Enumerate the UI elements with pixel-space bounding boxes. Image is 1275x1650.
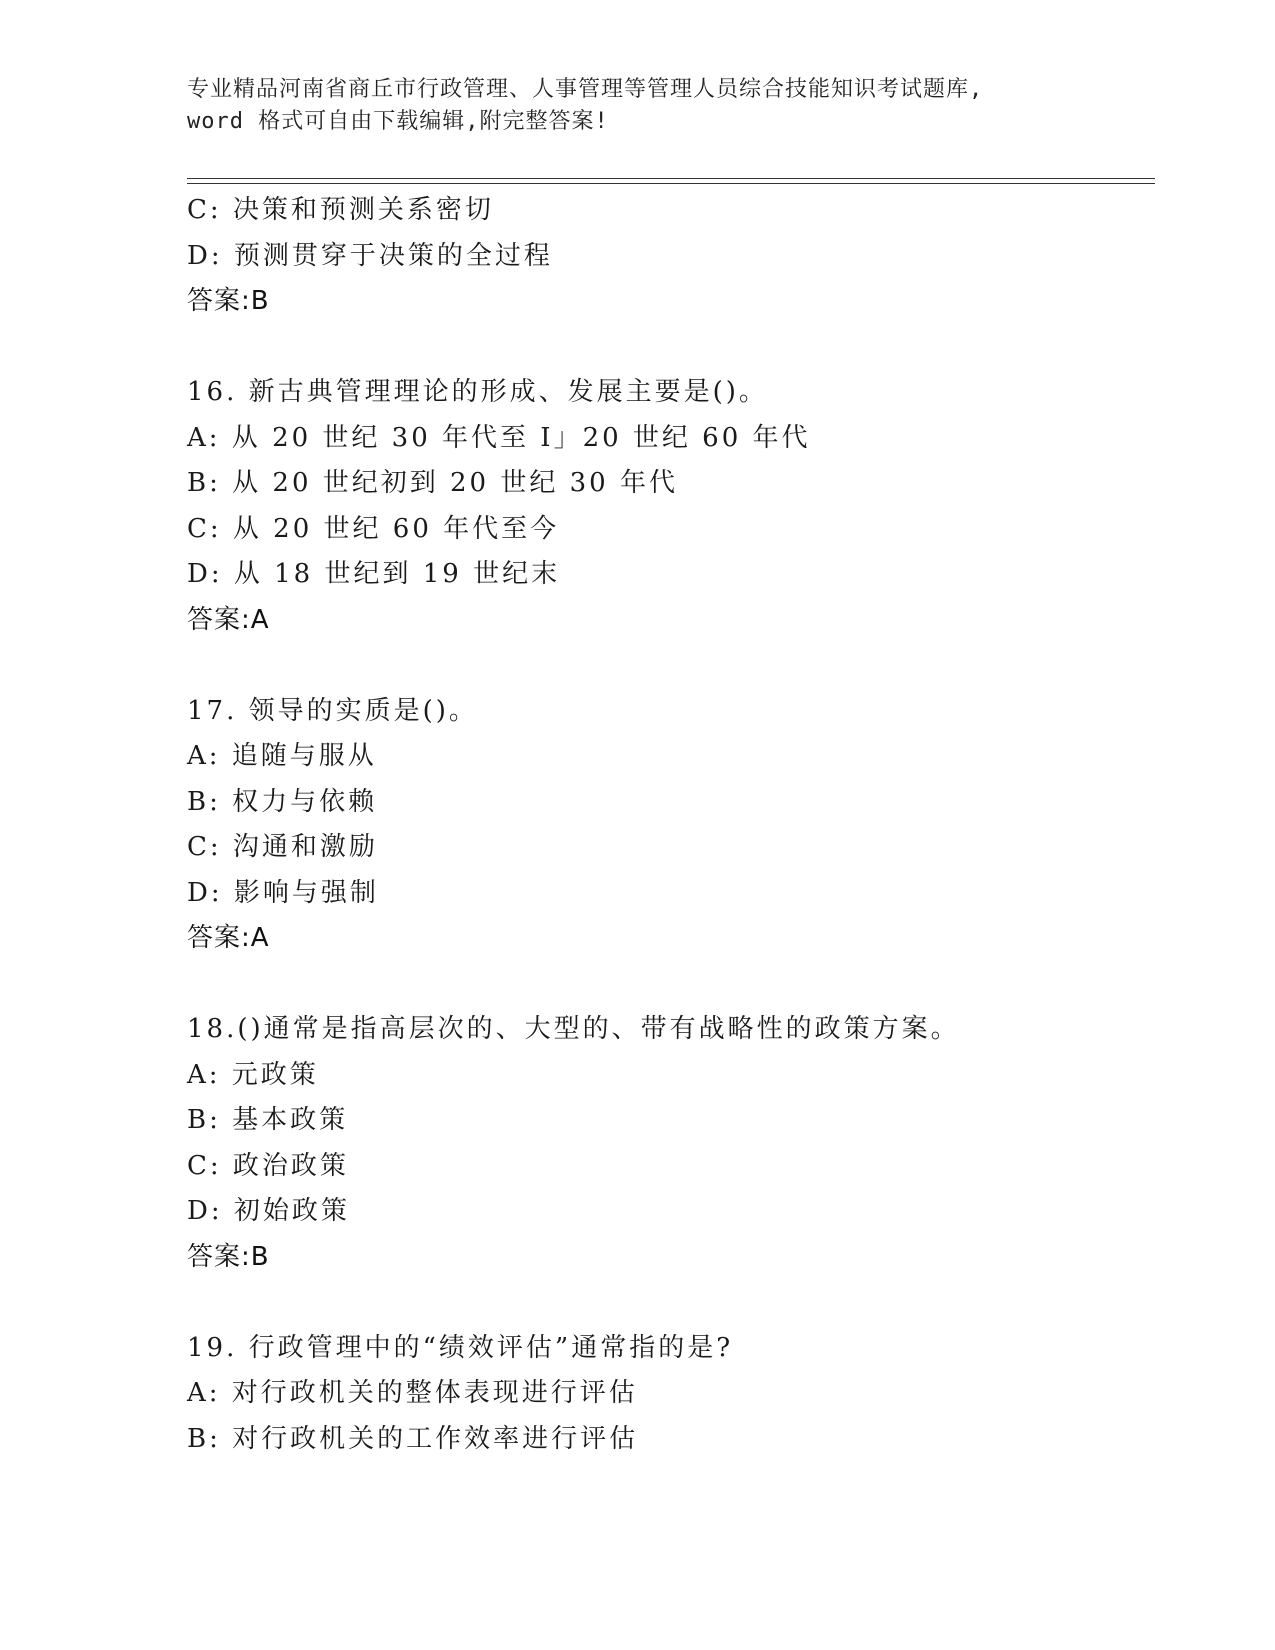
answer-option: D: 从 18 世纪到 19 世纪末 (187, 559, 561, 589)
answer-line: 答案:A (187, 923, 270, 953)
question-stem: 19. 行政管理中的“绩效评估”通常指的是? (187, 1332, 734, 1363)
answer-option: B: 权力与依赖 (187, 786, 378, 817)
answer-option: A: 从 20 世纪 30 年代至 I」20 世纪 60 年代 (187, 422, 811, 453)
answer-option: B: 对行政机关的工作效率进行评估 (187, 1423, 639, 1454)
spacer (187, 962, 1155, 1008)
question-stem: 17. 领导的实质是()。 (187, 695, 478, 726)
header-line-2: word 格式可自由下载编辑,附完整答案! (187, 109, 609, 134)
spacer (187, 325, 1155, 371)
answer-option: A: 元政策 (187, 1059, 319, 1090)
answer-option: B: 从 20 世纪初到 20 世纪 30 年代 (187, 468, 678, 498)
answer-option: D: 初始政策 (187, 1196, 350, 1226)
question-stem: 16. 新古典管理理论的形成、发展主要是()。 (187, 377, 768, 407)
answer-line: 答案:B (187, 286, 270, 316)
answer-option: C: 沟通和激励 (187, 832, 378, 862)
answer-option: C: 从 20 世纪 60 年代至今 (187, 513, 560, 544)
question-list (187, 188, 1155, 1462)
answer-line: 答案:A (187, 604, 270, 635)
question-stem: 18.()通常是指高层次的、大型的、带有战略性的政策方案。 (187, 1014, 960, 1044)
answer-option: C: 政治政策 (187, 1150, 349, 1181)
spacer (187, 643, 1155, 689)
answer-option: C: 决策和预测关系密切 (187, 195, 494, 225)
answer-option: A: 追随与服从 (187, 741, 377, 771)
answer-line: 答案:B (187, 1241, 270, 1272)
answer-option: A: 对行政机关的整体表现进行评估 (187, 1378, 638, 1408)
header-divider (187, 178, 1155, 184)
answer-option: D: 影响与强制 (187, 877, 379, 908)
answer-option: D: 预测贯穿于决策的全过程 (187, 240, 553, 271)
page-header (187, 74, 1087, 138)
spacer (187, 1280, 1155, 1326)
header-line-1: 专业精品河南省商丘市行政管理、人事管理等管理人员综合技能知识考试题库, (187, 77, 984, 102)
answer-option: B: 基本政策 (187, 1105, 349, 1135)
